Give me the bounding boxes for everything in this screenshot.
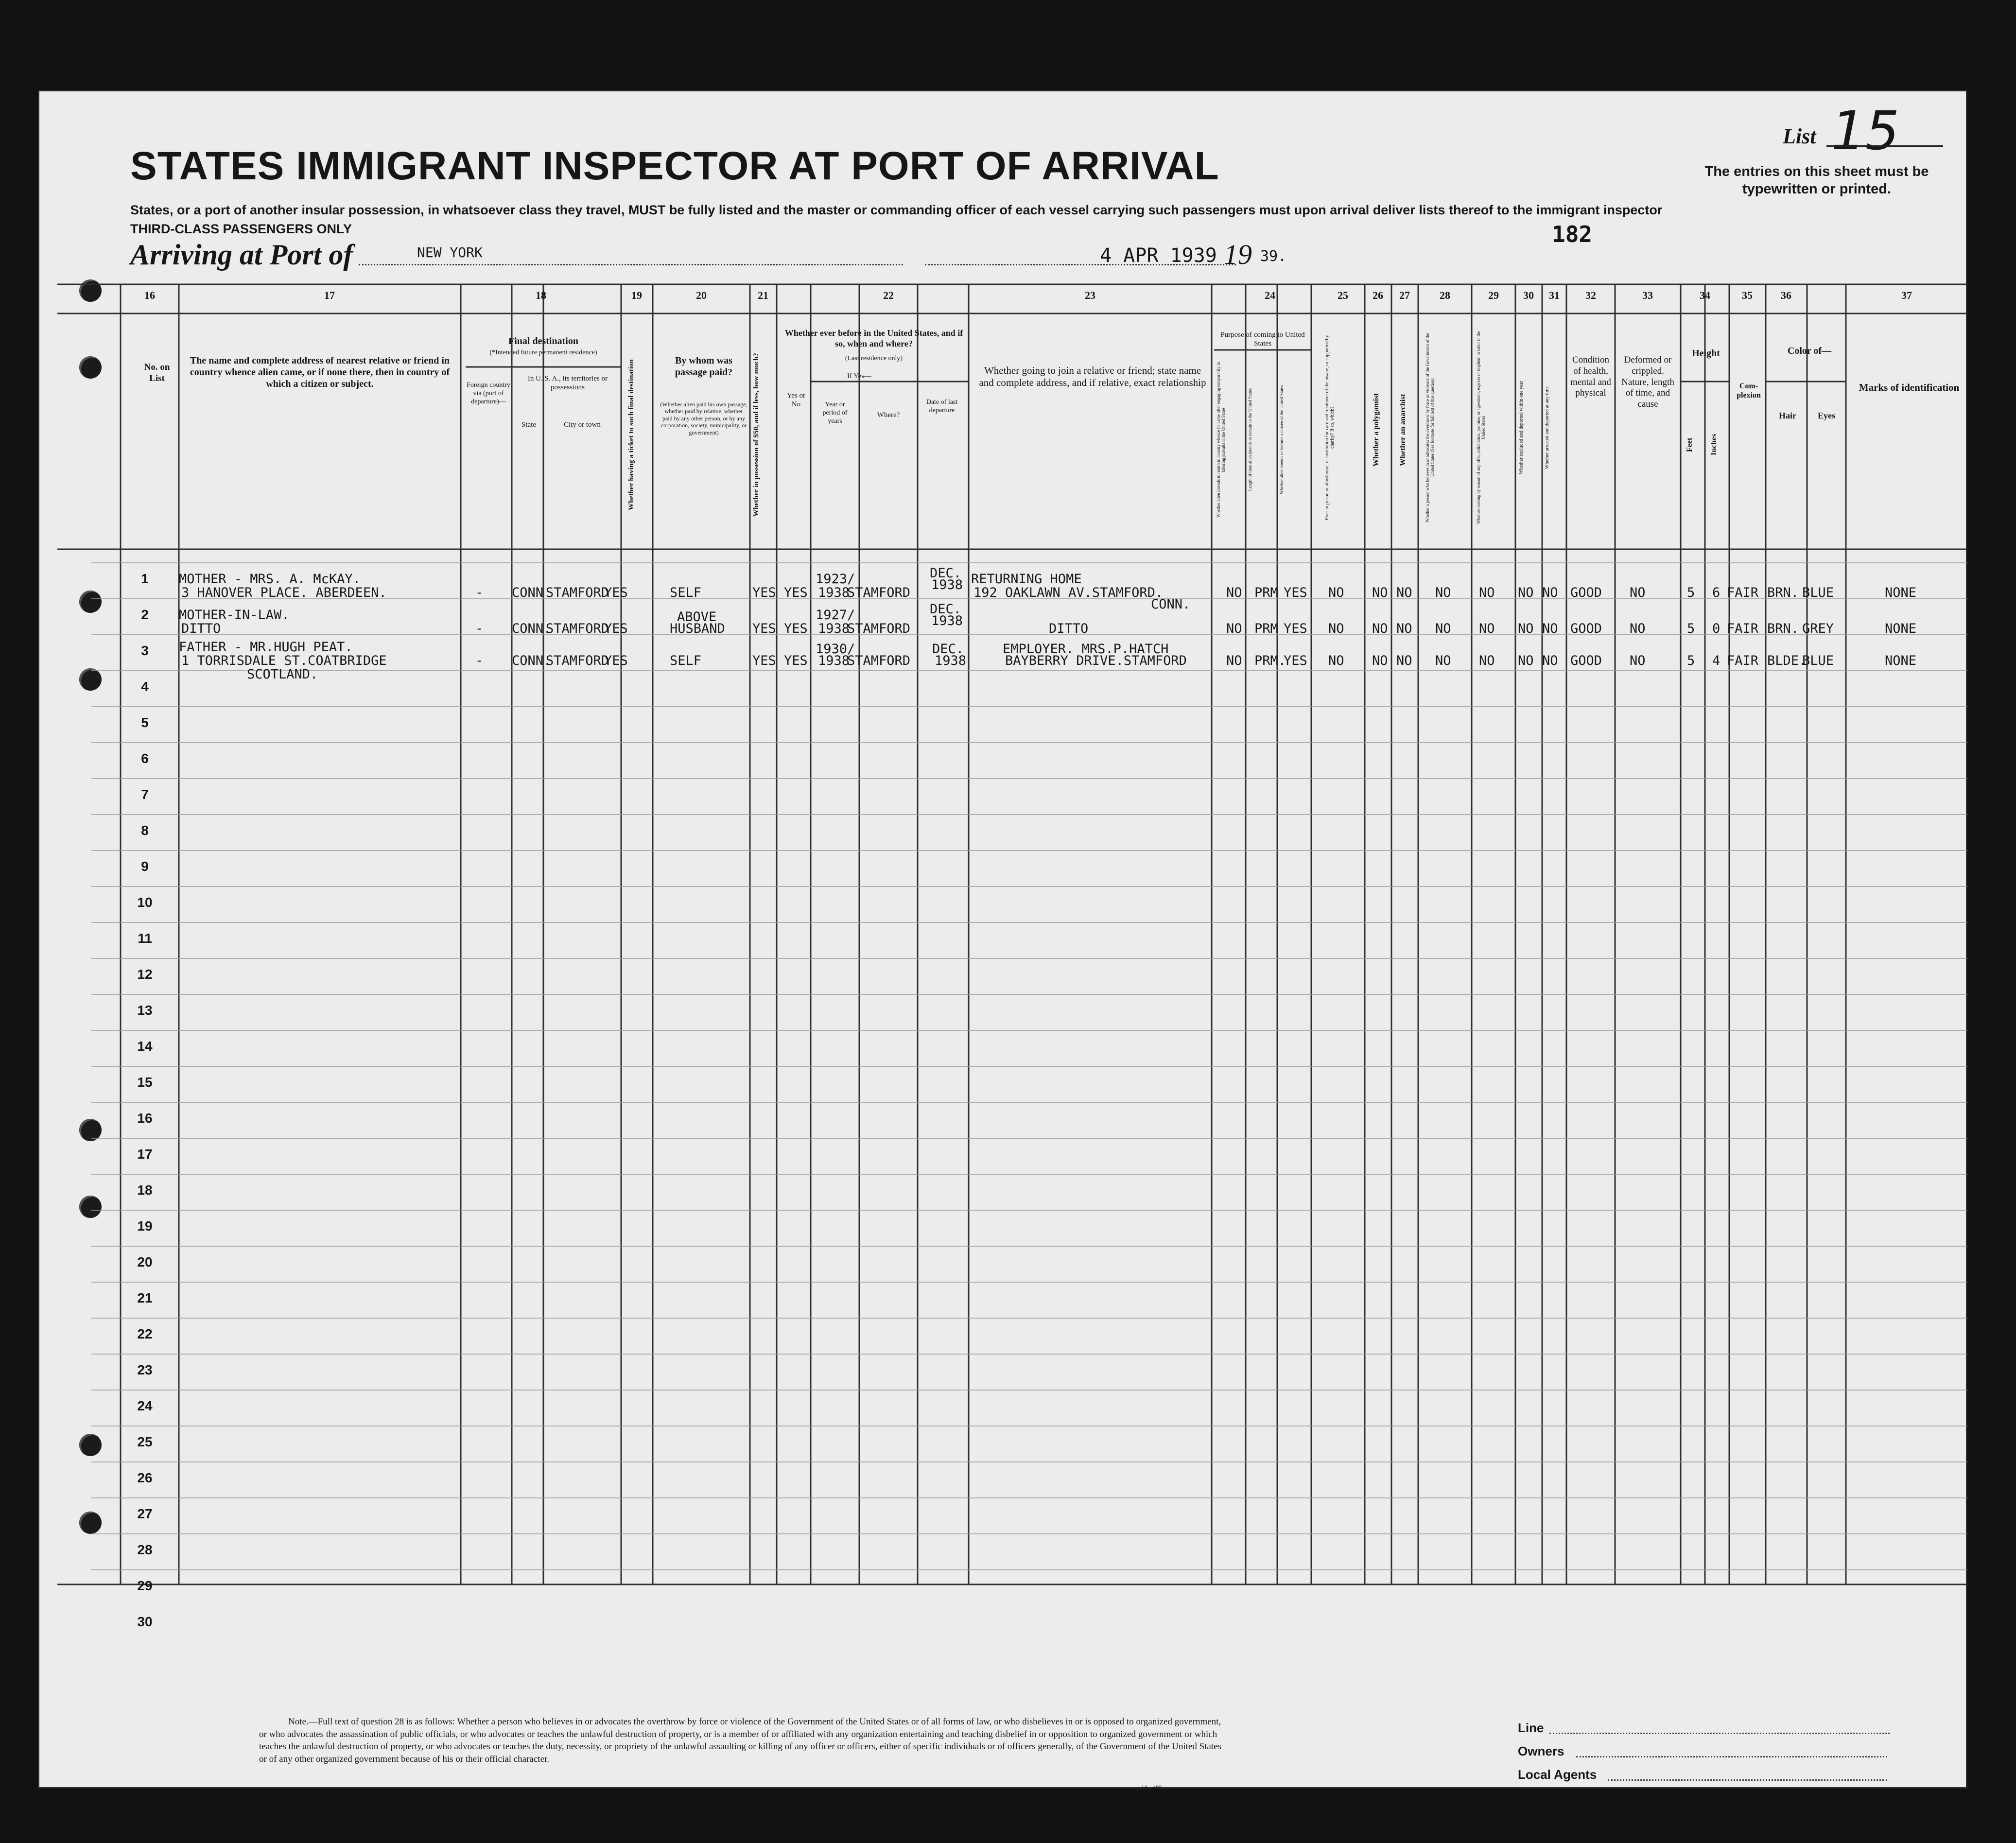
entry-relative-line1: MOTHER-IN-LAW. xyxy=(179,608,290,623)
row-number: 17 xyxy=(137,1147,153,1162)
line-label: Line xyxy=(1518,1721,1544,1735)
entry-relative-line2: 3 HANOVER PLACE. ABERDEEN. xyxy=(181,585,387,600)
column-number-22: 22 xyxy=(883,289,894,301)
footnote: Note.—Full text of question 28 is as follows: Whether a person who believes in or advocates the overthrow by force or violence of the Government of the United States or of all forms of law, or who disbelieves in or is opposed to organized government, or who advocates the assassination of public officials, or who advocates or teaches the unlawful destruction of property, or is a member of or affiliated with any organization entertaining and teaching disbelief in or opposition to organized government or which teaches the unlawful destruction of property, or who advocates or teaches the duty, necessity, or propriety of the unlawful assaulting or killing of any officer or officers, either of specific individuals or of officers generally, of the Government of the United States or of any other organized government because of his or their official character. xyxy=(259,1717,1221,1764)
column-number-26: 26 xyxy=(1373,289,1383,301)
entry-city: STAMFORD xyxy=(546,621,609,636)
column-number-32: 32 xyxy=(1585,289,1596,301)
row-number: 19 xyxy=(137,1218,153,1234)
arriving-label: Arriving at Port of xyxy=(130,239,353,271)
entry-c25: NO xyxy=(1328,653,1344,668)
hdr-inches: Inches xyxy=(1710,434,1718,456)
entry-relative-line3: SCOTLAND. xyxy=(247,667,318,682)
row-number: 7 xyxy=(141,787,149,802)
row-number: 9 xyxy=(141,859,149,874)
entry-c28: NO xyxy=(1435,653,1451,668)
hdr-anarchist: Whether an anarchist xyxy=(1399,394,1407,467)
entry-c28: NO xyxy=(1435,585,1451,600)
table-grid xyxy=(38,90,1967,1789)
entries-note: The entries on this sheet must be typewritten or printed. xyxy=(1704,164,1929,197)
entry-years-bottom: 1938 xyxy=(818,653,850,668)
entry-eyes: BLUE xyxy=(1802,585,1834,600)
entry-inches: 0 xyxy=(1712,621,1721,636)
column-number-31: 31 xyxy=(1549,289,1560,301)
entry-paid-by: SELF xyxy=(670,653,702,668)
hdr-relative-abroad: The name and complete address of nearest relative or friend in country whence alien came, or if none there, then in country of which a citizen or subject. xyxy=(190,355,450,389)
entry-c25: NO xyxy=(1328,621,1344,636)
hdr-if-yes: If Yes— xyxy=(847,372,871,380)
hdr-final-destination: Final destination xyxy=(508,336,578,347)
hdr-final-destination-note: (*Intended future permanent residence) xyxy=(489,349,597,356)
hdr-before-us: Whether ever before in the United States, and if so, when and where? xyxy=(784,328,963,348)
row-number: 11 xyxy=(138,931,152,946)
column-number-16: 16 xyxy=(144,289,155,301)
entry-paid-by: HUSBAND xyxy=(670,621,725,636)
entry-complexion: FAIR xyxy=(1727,585,1759,600)
entry-p-a: NO xyxy=(1226,653,1242,668)
entry-p-b: PRM xyxy=(1254,621,1278,636)
column-number-19: 19 xyxy=(631,289,642,301)
column-number-27: 27 xyxy=(1399,289,1410,301)
entry-c28: NO xyxy=(1435,621,1451,636)
entry-where: STAMFORD xyxy=(847,653,911,668)
entry-paid-by-top: ABOVE xyxy=(677,609,717,625)
column-number-33: 33 xyxy=(1642,289,1653,301)
entry-joining-line1: EMPLOYER. MRS.P.HATCH xyxy=(1003,642,1169,657)
column-number-25: 25 xyxy=(1338,289,1348,301)
entry-hair: BRN. xyxy=(1767,585,1799,600)
entry-relative-line2: DITTO xyxy=(181,621,221,636)
entry-c26: NO xyxy=(1372,621,1388,636)
hdr-c30: Whether excluded and deported within one year xyxy=(1519,381,1524,475)
hdr-height: Height xyxy=(1692,348,1720,359)
entry-inches: 6 xyxy=(1712,585,1721,600)
row-number: 24 xyxy=(137,1398,153,1413)
entry-c31: NO xyxy=(1542,621,1558,636)
entry-c29: NO xyxy=(1479,585,1495,600)
entry-state: CONN. xyxy=(512,621,552,636)
column-number-28: 28 xyxy=(1440,289,1450,301)
row-number: 20 xyxy=(137,1254,153,1269)
entry-p-b: PRM xyxy=(1254,585,1278,600)
row-number: 25 xyxy=(137,1434,153,1449)
hdr-ticket: Whether having a ticket to such final destination xyxy=(627,359,635,511)
hdr-deformed: Deformed or crippled. Nature, length of time, and cause xyxy=(1621,355,1674,410)
entry-inches: 4 xyxy=(1712,653,1721,668)
hdr-eyes: Eyes xyxy=(1818,411,1835,420)
row-number: 29 xyxy=(137,1578,153,1593)
row-number: 27 xyxy=(137,1506,153,1521)
entry-health: GOOD xyxy=(1570,621,1602,636)
row-number: 8 xyxy=(141,823,149,838)
entry-c30: NO xyxy=(1518,585,1534,600)
entry-deformed: NO xyxy=(1630,653,1646,668)
entry-hair: BRN. xyxy=(1767,621,1799,636)
hdr-date-departure: Date of last departure xyxy=(926,399,958,414)
entry-feet: 5 xyxy=(1687,621,1695,636)
entry-p-c: YES xyxy=(1284,585,1307,600)
entry-ticket: YES xyxy=(604,621,628,636)
column-number-37: 37 xyxy=(1901,289,1912,301)
row-number: 22 xyxy=(137,1326,153,1341)
row-number: 5 xyxy=(141,715,149,730)
column-number-29: 29 xyxy=(1488,289,1499,301)
hdr-purpose: Purpose of coming to United States xyxy=(1220,331,1305,348)
entry-c27: NO xyxy=(1396,653,1412,668)
list-number: 15 xyxy=(1831,100,1899,162)
row-number: 30 xyxy=(137,1614,153,1629)
entry-c31: NO xyxy=(1542,585,1558,600)
entry-deformed: NO xyxy=(1630,585,1646,600)
entry-foreign: - xyxy=(475,585,484,600)
hdr-purpose-b: Length of time alien intends to remain in the United States xyxy=(1248,388,1252,491)
entry-fifty: YES xyxy=(752,585,776,600)
entry-c26: NO xyxy=(1372,585,1388,600)
entry-eyes: BLUE xyxy=(1802,653,1834,668)
entry-complexion: FAIR xyxy=(1727,653,1759,668)
hdr-by-whom-paid: By whom was passage paid? xyxy=(675,355,733,378)
column-number-17: 17 xyxy=(324,289,335,301)
column-number-20: 20 xyxy=(696,289,707,301)
entry-before: YES xyxy=(784,621,808,636)
entry-city: STAMFORD xyxy=(546,653,609,668)
entry-c25: NO xyxy=(1328,585,1344,600)
row-number: 1 xyxy=(141,571,149,586)
entry-ticket: YES xyxy=(604,585,628,600)
entry-marks: NONE xyxy=(1885,621,1917,636)
hdr-c31: Whether arrested and deported at any time xyxy=(1545,386,1550,469)
column-number-23: 23 xyxy=(1085,289,1095,301)
entry-foreign: - xyxy=(475,653,484,668)
row-number: 12 xyxy=(137,967,153,982)
row-number: 21 xyxy=(137,1290,153,1305)
entry-p-c: YES xyxy=(1284,653,1307,668)
hdr-by-whom-note: (Whether alien paid his own passage, whether paid by relative, whether paid by any other person, or by any corporation, society, municipality, or government) xyxy=(660,401,747,436)
entry-health: GOOD xyxy=(1570,653,1602,668)
hdr-purpose-a: Whether alien intends to return to country whence he came after engaging temporarily in laboring pursuits in the United States xyxy=(1216,362,1226,518)
form-code: 14—480 xyxy=(1141,1784,1162,1789)
line-signature-line xyxy=(1549,1733,1890,1734)
entry-state: CONN. xyxy=(512,653,552,668)
column-number-21: 21 xyxy=(758,289,768,301)
entry-relative-line1: FATHER - MR.HUGH PEAT. xyxy=(179,640,353,655)
entry-deformed: NO xyxy=(1630,621,1646,636)
year-suffix: 39. xyxy=(1260,248,1287,265)
entry-years-bottom: 1938 xyxy=(818,621,850,636)
hdr-foreign-country: Foreign country via (port of departure)— xyxy=(467,382,510,405)
entry-joining-line2: 192 OAKLAWN AV.STAMFORD. xyxy=(973,585,1164,600)
hdr-no-on-list: No. on List xyxy=(144,362,170,383)
row-number: 4 xyxy=(141,679,149,694)
column-number-34: 34 xyxy=(1700,289,1710,301)
entry-years-top: 1927/ xyxy=(816,608,855,623)
entry-p-b: PRM. xyxy=(1254,653,1286,668)
entry-hair: BLDE. xyxy=(1767,653,1807,668)
entry-ticket: YES xyxy=(604,653,628,668)
row-number: 6 xyxy=(141,751,149,766)
hdr-color-of: Color of— xyxy=(1787,346,1832,356)
arrival-date: 4 APR 1939 xyxy=(1100,244,1217,267)
entry-p-a: NO xyxy=(1226,621,1242,636)
hdr-before-us-note: (Last residence only) xyxy=(845,355,903,362)
row-number: 26 xyxy=(137,1470,153,1485)
entry-c27: NO xyxy=(1396,585,1412,600)
entry-departure-bottom: 1938 xyxy=(935,653,967,668)
entry-feet: 5 xyxy=(1687,653,1695,668)
hdr-state: State xyxy=(521,421,536,429)
hdr-condition: Condition of health, mental and physical xyxy=(1570,355,1611,399)
row-number: 14 xyxy=(137,1039,153,1054)
subtitle-text: States, or a port of another insular possession, in whatsoever class they travel, MUST be fully listed and the master or commanding officer of each vessel carrying such passengers must upon arrival deliver lists thereof to the immigrant inspector xyxy=(130,203,1663,217)
agents-label: Local Agents xyxy=(1518,1767,1597,1782)
entry-departure-bottom: 1938 xyxy=(931,577,963,592)
entry-departure-top: DEC. xyxy=(930,602,962,617)
entry-years-top: 1930/ xyxy=(816,642,855,657)
entry-c30: NO xyxy=(1518,621,1534,636)
entry-relative-line1: MOTHER - MRS. A. McKAY. xyxy=(179,572,361,587)
entry-state: CONN xyxy=(512,585,544,600)
row-number: 16 xyxy=(137,1111,153,1126)
column-number-35: 35 xyxy=(1742,289,1753,301)
list-label: List xyxy=(1783,124,1816,148)
entry-departure-top: DEC. xyxy=(932,642,964,657)
entry-before: YES xyxy=(784,653,808,668)
hdr-year-period: Year or period of years xyxy=(822,401,848,425)
owners-signature-line xyxy=(1576,1756,1887,1757)
hdr-purpose-c: Whether alien intends to become a citizen of the United States xyxy=(1279,385,1284,495)
row-number: 3 xyxy=(141,643,149,658)
entry-c29: NO xyxy=(1479,653,1495,668)
hdr-complexion: Com-plexion xyxy=(1737,382,1761,400)
entry-relative-line2: 1 TORRISDALE ST.COATBRIDGE xyxy=(181,653,387,668)
row-number: 18 xyxy=(137,1182,153,1198)
entry-where: STAMFORD xyxy=(847,621,911,636)
entry-departure-top: DEC. xyxy=(930,566,962,581)
entry-before: YES xyxy=(784,585,808,600)
row-number: 2 xyxy=(141,607,149,622)
year-prefix: 19 xyxy=(1224,239,1252,270)
entry-health: GOOD xyxy=(1570,585,1602,600)
entry-p-c: YES xyxy=(1284,621,1307,636)
agents-signature-line xyxy=(1608,1779,1887,1781)
entry-foreign: - xyxy=(475,621,484,636)
entry-c31: NO xyxy=(1542,653,1558,668)
hdr-city: City or town xyxy=(564,421,601,429)
entry-years-top: 1923/ xyxy=(816,572,855,587)
column-number-18: 18 xyxy=(536,289,546,301)
hdr-polygamist: Whether a polygamist xyxy=(1372,393,1380,467)
entry-marks: NONE xyxy=(1885,653,1917,668)
hdr-in-usa: In U. S. A., its territories or possessions xyxy=(527,375,608,391)
hdr-yes-or-no: Yes or No xyxy=(786,392,806,408)
row-number: 28 xyxy=(137,1542,153,1557)
entry-paid-by: SELF xyxy=(670,585,702,600)
stamp-number: 182 xyxy=(1552,221,1593,247)
entry-joining-line1: RETURNING HOME xyxy=(971,572,1082,587)
entry-p-a: NO xyxy=(1226,585,1242,600)
row-number: 15 xyxy=(137,1075,153,1090)
entry-fifty: YES xyxy=(752,653,776,668)
column-number-36: 36 xyxy=(1781,289,1791,301)
entry-joining-line1: DITTO xyxy=(1049,621,1089,636)
hdr-where: Where? xyxy=(877,411,900,419)
entry-c30: NO xyxy=(1518,653,1534,668)
hdr-marks: Marks of identification xyxy=(1859,382,1960,393)
port-value: NEW YORK xyxy=(417,244,483,261)
entry-joining-line2: BAYBERRY DRIVE.STAMFORD xyxy=(1005,653,1187,668)
column-number-24: 24 xyxy=(1265,289,1275,301)
hdr-joining-relative: Whether going to join a relative or friend; state name and complete address, and if relative, exact relationship xyxy=(979,365,1206,389)
hdr-hair: Hair xyxy=(1779,411,1796,420)
entry-where: STAMFORD xyxy=(847,585,911,600)
entry-c29: NO xyxy=(1479,621,1495,636)
hdr-c28: Whether a person who believes in or advocates the overthrow by force or violence of the Government of the United States (See footnote for full text of this question) xyxy=(1425,333,1435,522)
row-number: 10 xyxy=(137,895,153,910)
hdr-prison: Ever in prison or almshouse, or institution for care and treatment of the insane, or supported by charity? If so, which? xyxy=(1324,335,1335,521)
entry-c27: NO xyxy=(1396,621,1412,636)
entry-years-bottom: 1938 xyxy=(818,585,850,600)
owners-label: Owners xyxy=(1518,1744,1564,1758)
row-number: 13 xyxy=(137,1003,153,1018)
entry-departure-bottom: 1938 xyxy=(931,613,963,628)
entry-joining-line3: CONN. xyxy=(1151,597,1191,612)
entry-feet: 5 xyxy=(1687,585,1695,600)
entry-eyes: GREY xyxy=(1802,621,1834,636)
column-number-30: 30 xyxy=(1523,289,1534,301)
entry-city: STAMFORD xyxy=(546,585,609,600)
manifest-sheet xyxy=(38,90,1967,1789)
entry-c26: NO xyxy=(1372,653,1388,668)
class-line: THIRD-CLASS PASSENGERS ONLY xyxy=(130,222,352,237)
entry-marks: NONE xyxy=(1885,585,1917,600)
entry-fifty: YES xyxy=(752,621,776,636)
hdr-fifty: Whether in possession of $50, and if less, how much? xyxy=(752,353,760,517)
row-number: 23 xyxy=(137,1362,153,1377)
hdr-feet: Feet xyxy=(1686,437,1694,452)
hdr-c29: Whether coming by reason of any offer, solicitation, promise, or agreement, express or implied, to labor in the United States xyxy=(1476,331,1486,524)
entry-complexion: FAIR xyxy=(1727,621,1759,636)
page-title: STATES IMMIGRANT INSPECTOR AT PORT OF ARRIVAL xyxy=(130,144,1219,188)
